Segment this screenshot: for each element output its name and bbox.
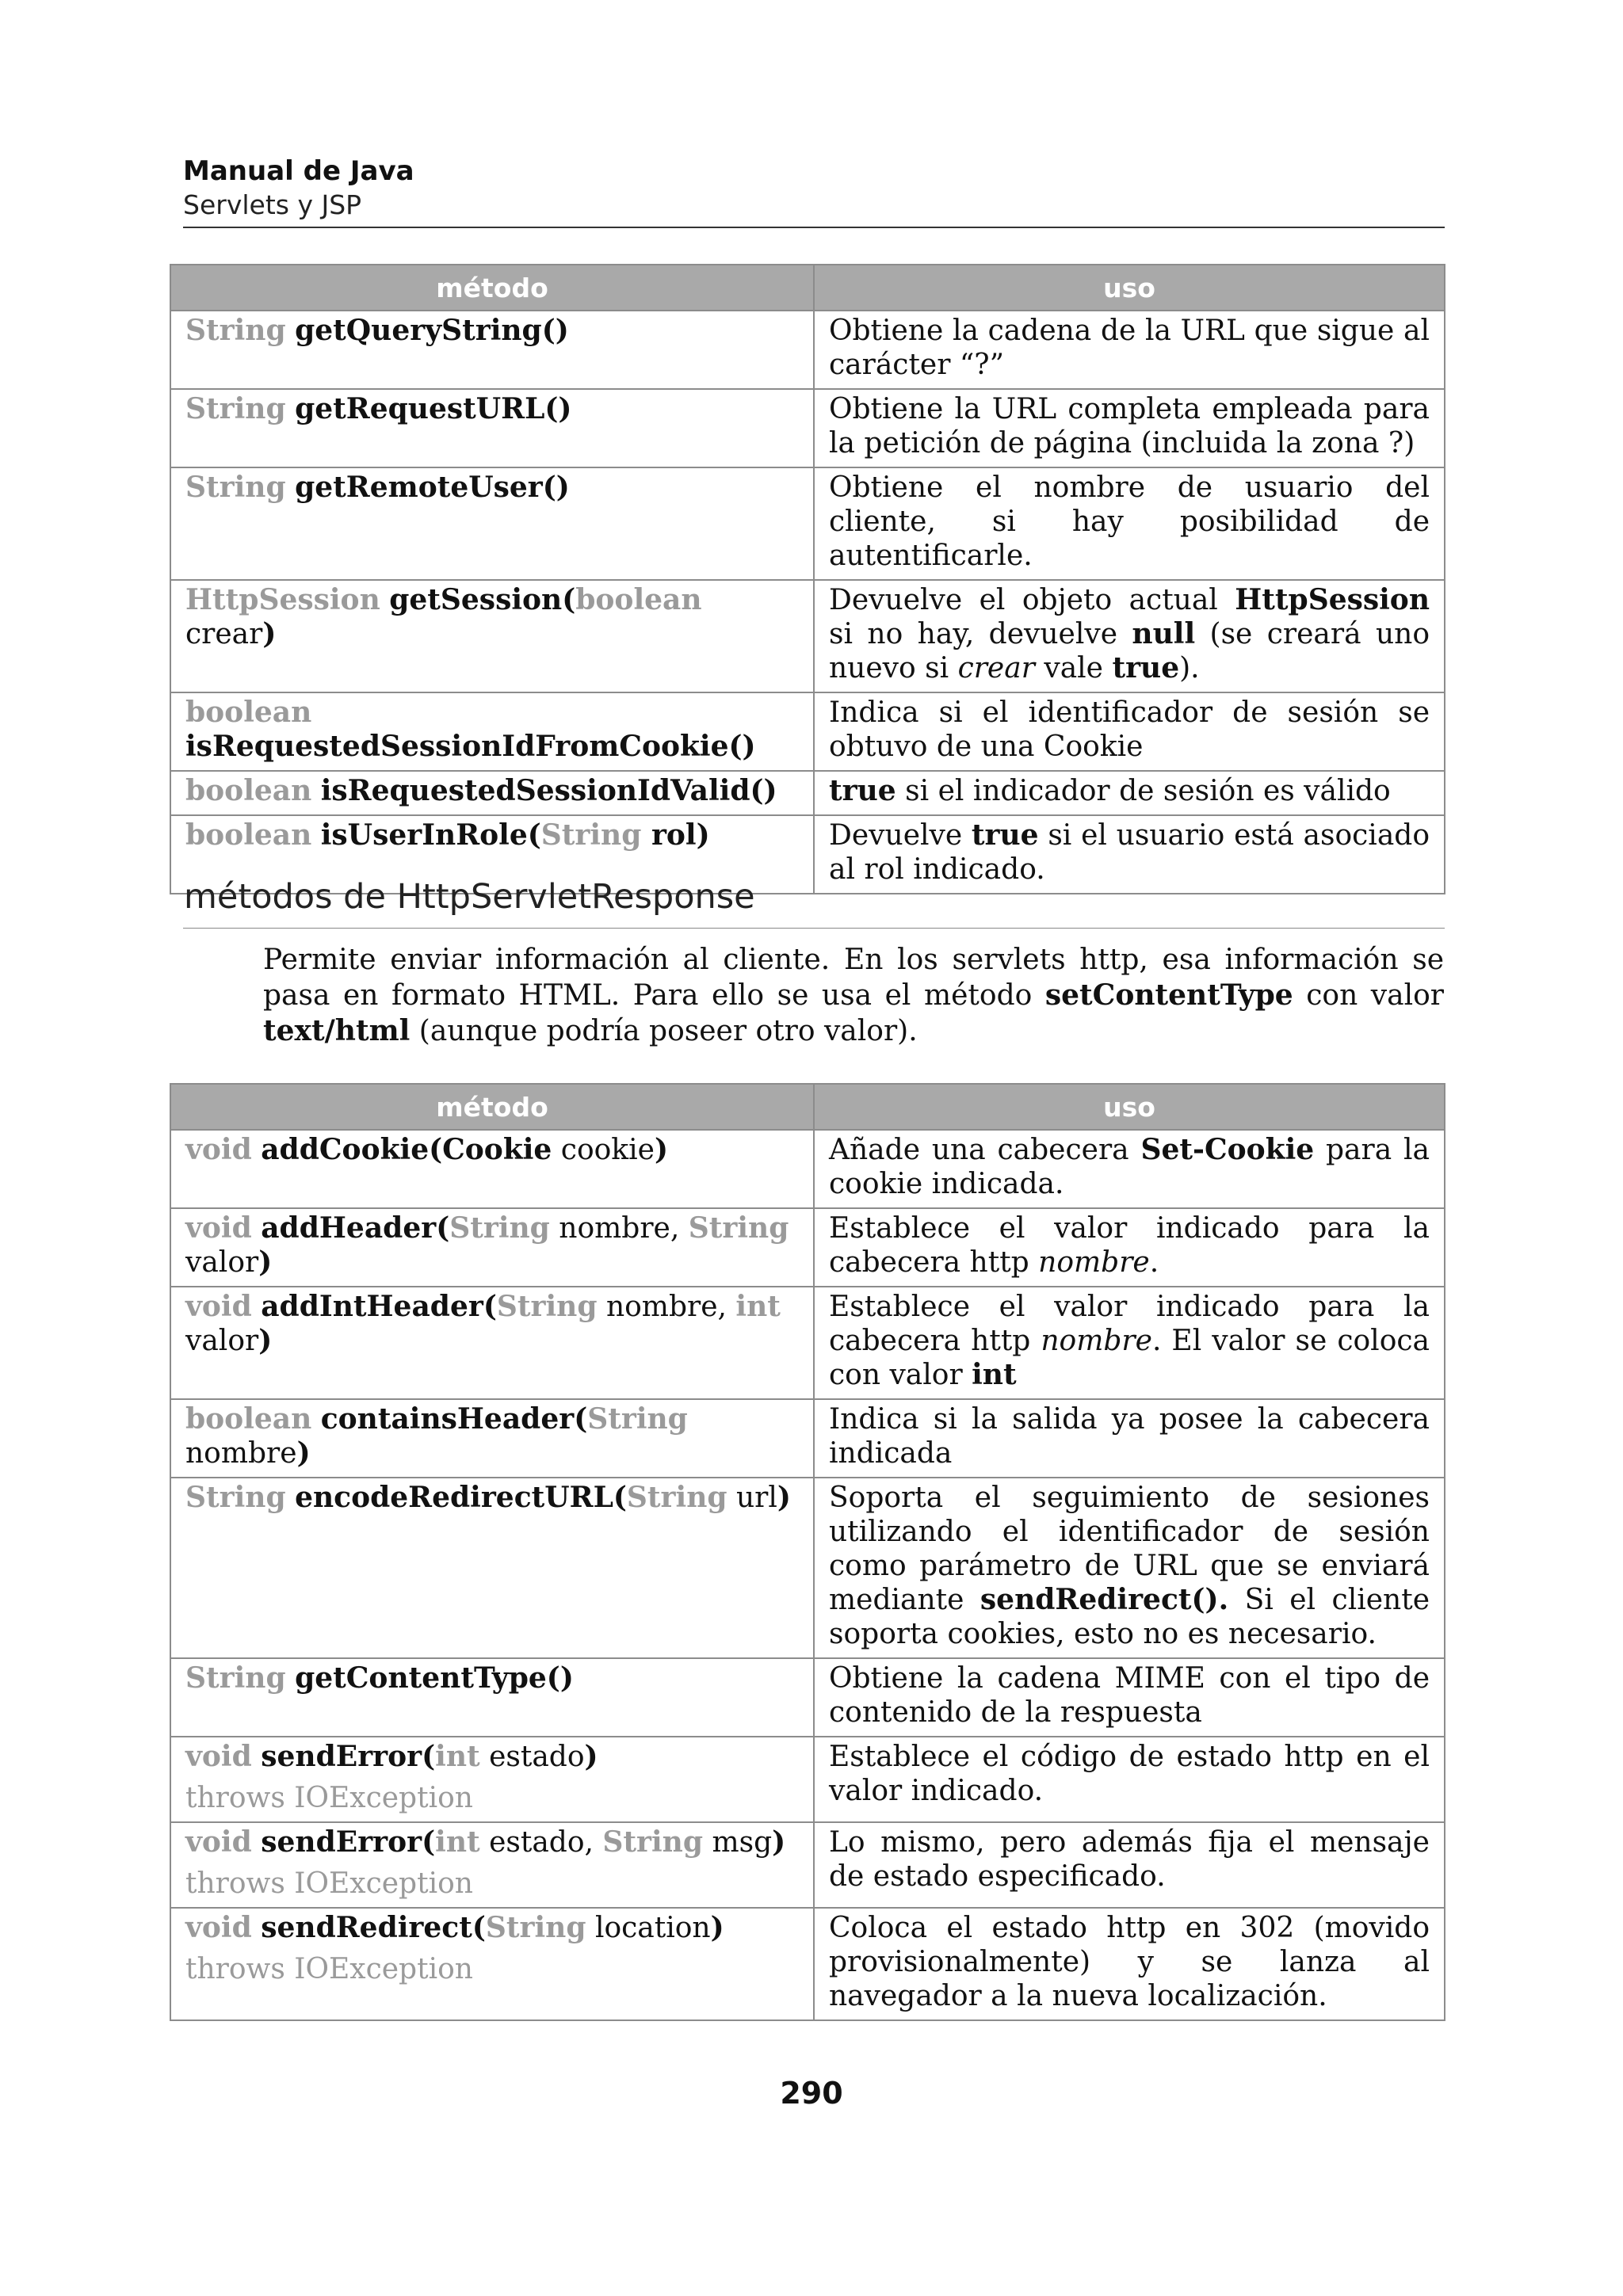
use-text: ). bbox=[1179, 652, 1200, 685]
section-heading: métodos de HttpServletResponse bbox=[184, 877, 755, 917]
param-name: crear bbox=[185, 618, 263, 650]
use-bold: int bbox=[972, 1358, 1017, 1391]
table-row bbox=[170, 1399, 1445, 1478]
param-name: nombre, bbox=[549, 1212, 689, 1245]
method-name: getQueryString() bbox=[295, 314, 569, 347]
use-text: Devuelve bbox=[829, 819, 972, 852]
use-text: vale bbox=[1034, 652, 1113, 685]
use-text: para la cookie indicada. bbox=[829, 1134, 1430, 1200]
method-name: getSession( bbox=[389, 583, 576, 616]
use-bold: true bbox=[1112, 651, 1180, 685]
param-type: String bbox=[626, 1481, 727, 1514]
param-type: String bbox=[688, 1211, 789, 1245]
param-type: String bbox=[587, 1402, 688, 1436]
method-cell bbox=[170, 1399, 814, 1478]
return-type: void bbox=[185, 1290, 252, 1323]
page-header bbox=[183, 155, 1445, 223]
method-cell bbox=[170, 1658, 814, 1737]
table-header-row bbox=[170, 1084, 1445, 1130]
param-name: location bbox=[586, 1912, 711, 1944]
paragraph-bold: text/html bbox=[263, 1014, 411, 1047]
method-close: ) bbox=[772, 1825, 786, 1859]
return-type: String bbox=[185, 471, 286, 504]
throws-clause: throws IOException bbox=[185, 1782, 473, 1814]
return-type: void bbox=[185, 1911, 252, 1944]
param-type: int bbox=[435, 1740, 480, 1773]
method-name: encodeRedirectURL( bbox=[295, 1481, 627, 1514]
method-cell bbox=[170, 1478, 814, 1658]
return-type: boolean bbox=[185, 818, 312, 852]
use-bold: Set-Cookie bbox=[1140, 1133, 1315, 1166]
use-text: Establece el valor indicado para la cabecera http bbox=[829, 1212, 1430, 1279]
method-close: ) bbox=[654, 1133, 668, 1166]
use-cell: Obtiene la URL completa empleada para la petición de página (incluida la zona ?) bbox=[814, 389, 1445, 467]
column-header-method: método bbox=[170, 265, 814, 311]
use-cell bbox=[814, 1478, 1445, 1658]
table-row bbox=[170, 771, 1445, 815]
param-type: boolean bbox=[575, 583, 702, 616]
section-rule bbox=[183, 928, 1445, 929]
method-cell bbox=[170, 771, 814, 815]
table-row bbox=[170, 580, 1445, 692]
param-name: estado, bbox=[479, 1826, 603, 1859]
return-type: String bbox=[185, 392, 286, 425]
method-cell bbox=[170, 1208, 814, 1287]
method-name: getContentType() bbox=[295, 1661, 574, 1695]
method-close: ) bbox=[710, 1911, 724, 1944]
use-cell: Coloca el estado http en 302 (movido provisionalmente) y se lanza al navegador a la nueva localización. bbox=[814, 1908, 1445, 2020]
use-text: si el usuario está asociado al rol indicado. bbox=[829, 819, 1430, 886]
use-cell: Obtiene la cadena de la URL que sigue al carácter “?” bbox=[814, 311, 1445, 389]
header-rule bbox=[183, 227, 1445, 228]
return-type: boolean bbox=[185, 1402, 312, 1436]
use-cell: Indica si el identificador de sesión se obtuvo de una Cookie bbox=[814, 692, 1445, 771]
method-close: ) bbox=[262, 617, 277, 650]
param-name: estado bbox=[479, 1741, 585, 1773]
book-title: Manual de Java bbox=[183, 155, 414, 187]
method-cell bbox=[170, 1908, 814, 2020]
paragraph-text: con valor bbox=[1293, 979, 1445, 1012]
return-type: boolean bbox=[185, 696, 312, 729]
use-text: Si el cliente soporta cookies, esto no es necesario. bbox=[829, 1584, 1430, 1650]
use-cell bbox=[814, 815, 1445, 894]
section-paragraph bbox=[263, 943, 1444, 1049]
table-row bbox=[170, 1658, 1445, 1737]
return-type: String bbox=[185, 314, 286, 347]
method-cell bbox=[170, 1737, 814, 1822]
return-type: void bbox=[185, 1740, 252, 1773]
use-text: (se creará uno nuevo si bbox=[829, 618, 1430, 685]
method-name: addHeader( bbox=[261, 1211, 450, 1245]
throws-clause: throws IOException bbox=[185, 1867, 473, 1900]
use-text: Añade una cabecera bbox=[829, 1134, 1141, 1166]
param-type: int bbox=[435, 1825, 480, 1859]
param-name: valor bbox=[185, 1325, 259, 1357]
param-name: nombre bbox=[185, 1437, 297, 1470]
use-italic: nombre bbox=[1041, 1325, 1152, 1357]
return-type: String bbox=[185, 1661, 286, 1695]
throws-clause: throws IOException bbox=[185, 1953, 473, 1985]
table-row bbox=[170, 1130, 1445, 1208]
method-close: ) bbox=[777, 1481, 791, 1514]
use-text: si el indicador de sesión es válido bbox=[896, 775, 1391, 807]
column-header-method: método bbox=[170, 1084, 814, 1130]
method-cell bbox=[170, 389, 814, 467]
table-row bbox=[170, 692, 1445, 771]
param-type: String bbox=[496, 1290, 598, 1323]
param-name: url bbox=[727, 1482, 777, 1514]
method-name: sendError( bbox=[261, 1825, 436, 1859]
use-cell: Establece el código de estado http en el valor indicado. bbox=[814, 1737, 1445, 1822]
method-name: isRequestedSessionIdValid() bbox=[320, 774, 777, 807]
return-type: boolean bbox=[185, 774, 312, 807]
paragraph-bold: setContentType bbox=[1044, 978, 1293, 1012]
use-text: . bbox=[1149, 1246, 1159, 1279]
paragraph-text: (aunque podría poseer otro valor). bbox=[410, 1015, 918, 1047]
use-cell: Indica si la salida ya posee la cabecera indicada bbox=[814, 1399, 1445, 1478]
return-type: void bbox=[185, 1825, 252, 1859]
table-row bbox=[170, 1908, 1445, 2020]
method-name: isUserInRole( bbox=[320, 818, 541, 852]
use-cell: Obtiene la cadena MIME con el tipo de contenido de la respuesta bbox=[814, 1658, 1445, 1737]
param-name: valor bbox=[185, 1246, 259, 1279]
use-cell bbox=[814, 1130, 1445, 1208]
method-name: getRequestURL() bbox=[295, 392, 572, 425]
request-methods-table bbox=[170, 264, 1445, 894]
use-text: si no hay, devuelve bbox=[829, 618, 1132, 650]
page-number: 290 bbox=[780, 2076, 843, 2111]
method-name: sendRedirect( bbox=[261, 1911, 486, 1944]
table-row bbox=[170, 1208, 1445, 1287]
return-type: void bbox=[185, 1211, 252, 1245]
use-bold: null bbox=[1132, 617, 1196, 650]
chapter-title: Servlets y JSP bbox=[183, 189, 362, 220]
use-bold: true bbox=[829, 774, 896, 807]
param-type: String bbox=[540, 818, 642, 852]
return-type: void bbox=[185, 1133, 252, 1166]
use-cell bbox=[814, 1208, 1445, 1287]
method-cell bbox=[170, 580, 814, 692]
use-italic: crear bbox=[957, 652, 1035, 685]
param-name: cookie bbox=[552, 1134, 655, 1166]
column-header-use: uso bbox=[814, 265, 1445, 311]
use-cell: Lo mismo, pero además fija el mensaje de estado especificado. bbox=[814, 1822, 1445, 1908]
method-cell bbox=[170, 311, 814, 389]
method-name: getRemoteUser() bbox=[295, 471, 570, 504]
table-header-row bbox=[170, 265, 1445, 311]
method-cell bbox=[170, 1287, 814, 1399]
param-name: msg bbox=[703, 1826, 773, 1859]
method-cell bbox=[170, 1130, 814, 1208]
method-cell bbox=[170, 692, 814, 771]
use-text: Establece el valor indicado para la cabecera http bbox=[829, 1291, 1430, 1357]
use-text: Soporta el seguimiento de sesiones utilizando el identificador de sesión como parámetro de URL que se enviará mediante bbox=[829, 1482, 1430, 1616]
use-text: Devuelve el objeto actual bbox=[829, 584, 1235, 616]
method-close: ) bbox=[296, 1436, 311, 1470]
param-name: nombre, bbox=[597, 1291, 736, 1323]
method-name: addIntHeader( bbox=[261, 1290, 497, 1323]
use-cell bbox=[814, 1287, 1445, 1399]
use-italic: nombre bbox=[1038, 1246, 1150, 1279]
table-row bbox=[170, 467, 1445, 580]
table-row bbox=[170, 1822, 1445, 1908]
method-name: addCookie(Cookie bbox=[261, 1133, 552, 1166]
use-bold: HttpSession bbox=[1235, 583, 1430, 616]
method-name: sendError( bbox=[261, 1740, 436, 1773]
param-type: String bbox=[602, 1825, 704, 1859]
table-row bbox=[170, 1287, 1445, 1399]
method-name: isRequestedSessionIdFromCookie() bbox=[185, 730, 756, 763]
return-type: HttpSession bbox=[185, 583, 380, 616]
table-row bbox=[170, 1737, 1445, 1822]
method-name: containsHeader( bbox=[320, 1402, 588, 1436]
method-close: ) bbox=[258, 1245, 273, 1279]
param-type: int bbox=[735, 1290, 781, 1323]
use-bold: sendRedirect(). bbox=[980, 1583, 1229, 1616]
table-row bbox=[170, 311, 1445, 389]
param-type: String bbox=[485, 1911, 586, 1944]
param-name: rol) bbox=[641, 818, 710, 852]
table-row bbox=[170, 1478, 1445, 1658]
return-type: String bbox=[185, 1481, 286, 1514]
use-text: . El valor se coloca con valor bbox=[829, 1325, 1430, 1391]
response-methods-table bbox=[170, 1083, 1445, 2021]
use-cell bbox=[814, 580, 1445, 692]
table-row bbox=[170, 389, 1445, 467]
method-cell bbox=[170, 467, 814, 580]
method-cell bbox=[170, 1822, 814, 1908]
method-close: ) bbox=[584, 1740, 598, 1773]
column-header-use: uso bbox=[814, 1084, 1445, 1130]
use-cell: Obtiene el nombre de usuario del cliente, si hay posibilidad de autentificarle. bbox=[814, 467, 1445, 580]
paragraph-text: Permite enviar información al cliente. En los servlets http, esa información se pasa en formato HTML. Para ello se usa el método bbox=[263, 944, 1444, 1012]
param-type: String bbox=[449, 1211, 550, 1245]
method-close: ) bbox=[258, 1324, 273, 1357]
use-bold: true bbox=[971, 818, 1039, 852]
use-cell bbox=[814, 771, 1445, 815]
